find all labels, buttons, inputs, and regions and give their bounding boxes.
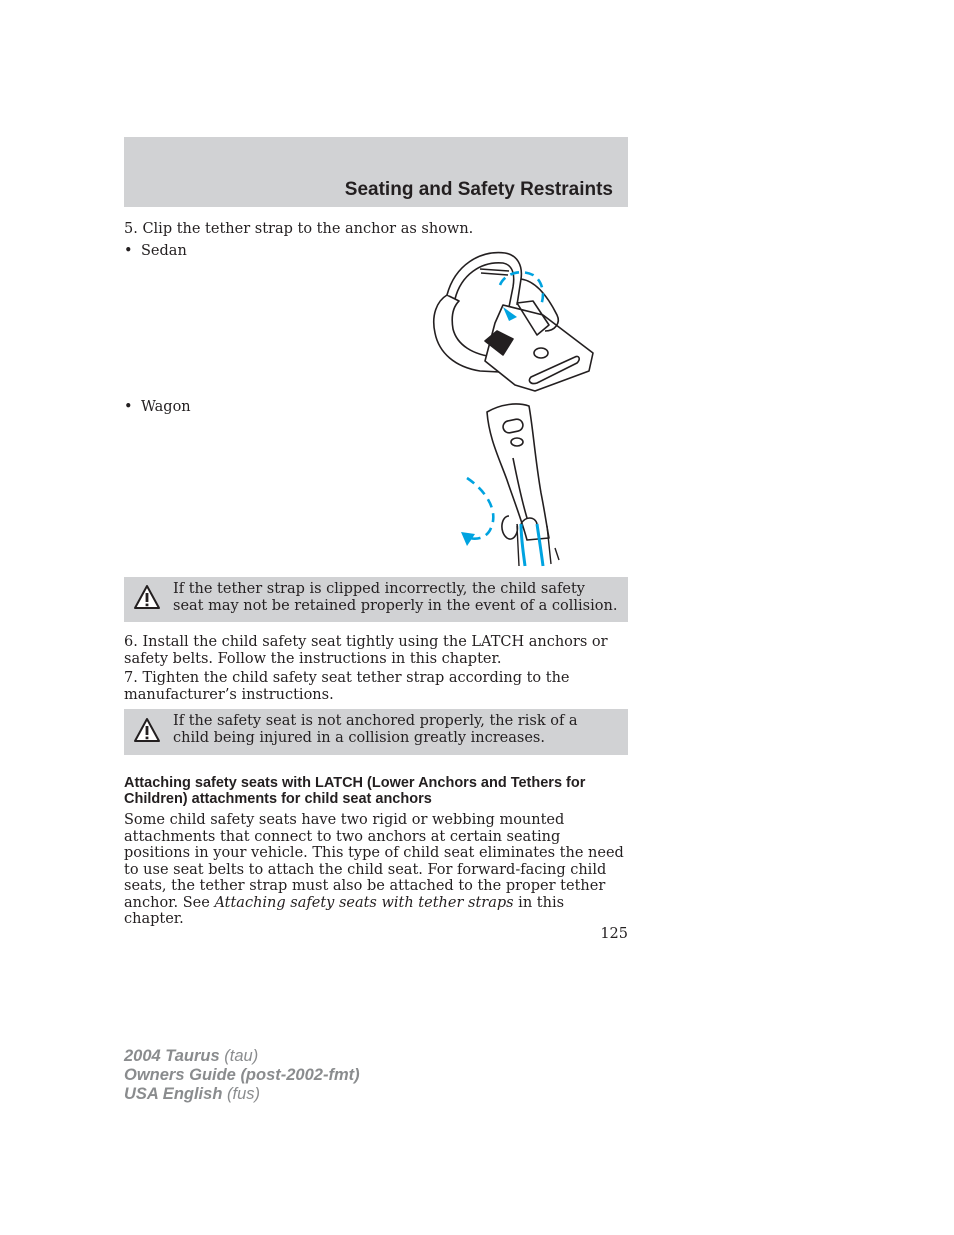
- bullet-wagon: [124, 399, 191, 416]
- step-6-text: 6. Install the child safety seat tightly using the LATCH anchors or safety belts. Follow the instructions in this chapter.: [124, 634, 608, 667]
- warning-box-anchor: [124, 709, 628, 755]
- section-title: Seating and Safety Restraints: [344, 179, 613, 200]
- bullet-dot: •: [124, 399, 133, 415]
- warning-text-tether: If the tether strap is clipped incorrectly, the child safety seat may not be retained properly in the event of a collision.: [173, 581, 618, 614]
- step-5-text: 5. Clip the tether strap to the anchor as shown.: [124, 221, 474, 237]
- latch-crossref: Attaching safety seats with tether straps: [214, 894, 514, 911]
- warning-triangle-icon: [133, 584, 161, 610]
- document-footer: [124, 1047, 360, 1104]
- latch-body: [124, 812, 628, 928]
- wagon-anchor-illustration: [455, 398, 570, 570]
- footer-line-model: 2004 Taurus (tau): [124, 1047, 259, 1065]
- footer-line-language: USA English (fus): [124, 1085, 260, 1103]
- latch-body-end: in this chapter.: [124, 894, 565, 927]
- warning-text-anchor: If the safety seat is not anchored properly, the risk of a child being injured in a collision greatly increases.: [173, 713, 578, 746]
- warning-triangle-icon: [133, 717, 161, 743]
- bullet-sedan-label: Sedan: [141, 243, 187, 259]
- page-number: 125: [600, 926, 628, 942]
- latch-heading: Attaching safety seats with LATCH (Lower Anchors and Tethers for Children) attachments for child seat anchors: [124, 775, 586, 807]
- bullet-sedan: [124, 243, 187, 260]
- step-7-text: 7. Tighten the child safety seat tether strap according to the manufacturer’s instructions.: [124, 670, 570, 703]
- bullet-dot: •: [124, 243, 133, 259]
- warning-box-tether: [124, 577, 628, 622]
- latch-body-text: Some child safety seats have two rigid or webbing mounted attachments that connect to two anchors at certain seating positions in your vehicle. This type of child seat eliminates the need to use seat belts to attach the child seat. For forward-facing child seats, the tether strap must also be attached to the proper tether anchor. See: [124, 812, 624, 911]
- bullet-wagon-label: Wagon: [141, 399, 191, 415]
- footer-line-guide: Owners Guide (post-2002-fmt): [124, 1066, 360, 1084]
- section-header: [124, 137, 628, 207]
- sedan-anchor-illustration: [425, 245, 600, 395]
